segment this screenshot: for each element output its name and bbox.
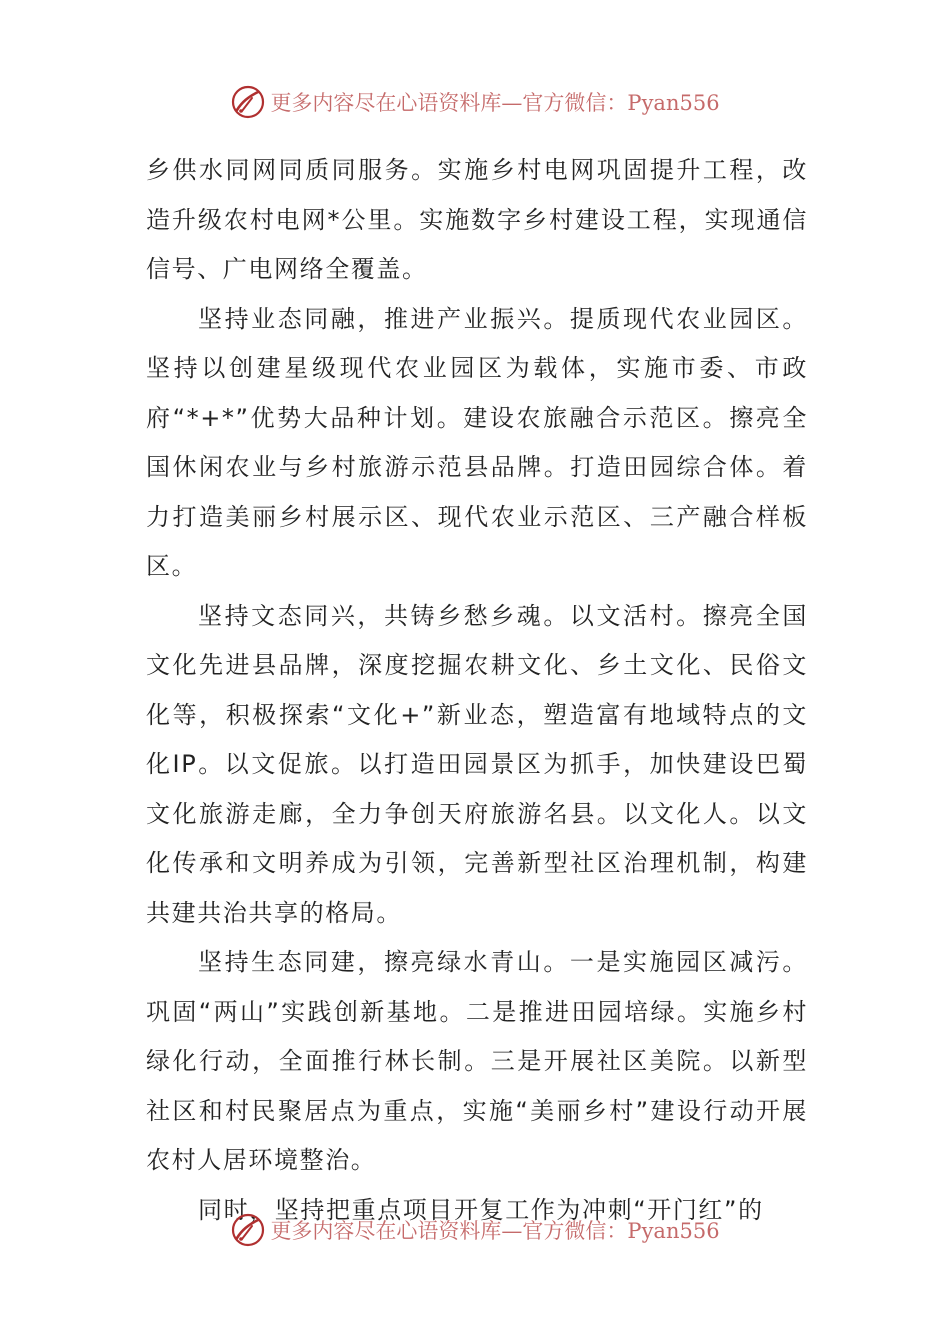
paragraph-4: 坚持生态同建，擦亮绿水青山。一是实施园区减污。巩固“两山”实践创新基地。二是推进田园培绿。实施乡村绿化行动，全面推行林长制。三是开展社区美院。以新型社区和村民聚居点为重点，实施“美丽乡村”建设行动开展农村人居环境整治。 bbox=[146, 948, 808, 1174]
banner-text: 更多内容尽在心语资料库—官方微信：Pyan556 bbox=[270, 1219, 720, 1243]
paragraph-5: 同时，坚持把重点项目开复工作为冲刺“开门红”的 bbox=[198, 1195, 764, 1224]
paragraph-3: 坚持文态同兴，共铸乡愁乡魂。以文活村。擦亮全国文化先进县品牌，深度挖掘农耕文化、乡土文化、民俗文化等，积极探索“文化+”新业态，塑造富有地域特点的文化IP。以文促旅。以打造田园景区为抓手，加快建设巴蜀文化旅游走廊，全力争创天府旅游名县。以文化人。以文化传承和文明养成为引领，完善新型社区治理机制，构建共建共治共享的格局。 bbox=[146, 601, 808, 927]
paragraph-1: 乡供水同网同质同服务。实施乡村电网巩固提升工程，改造升级农村电网*公里。实施数字乡村建设工程，实现通信信号、广电网络全覆盖。 bbox=[146, 156, 808, 283]
paragraph-2: 坚持业态同融，推进产业振兴。提质现代农业园区。坚持以创建星级现代农业园区为载体，实施市委、市政府“*+*”优势大品种计划。建设农旅融合示范区。擦亮全国休闲农业与乡村旅游示范县品牌。打造田园综合体。着力打造美丽乡村展示区、现代农业示范区、三产融合样板区。 bbox=[146, 304, 808, 580]
pen-logo-icon bbox=[230, 1212, 266, 1248]
header-banner bbox=[0, 82, 950, 122]
banner-text: 更多内容尽在心语资料库—官方微信：Pyan556 bbox=[270, 91, 720, 115]
footer-banner bbox=[0, 1210, 950, 1250]
pen-logo-icon bbox=[230, 84, 266, 120]
document-body bbox=[146, 146, 808, 1235]
